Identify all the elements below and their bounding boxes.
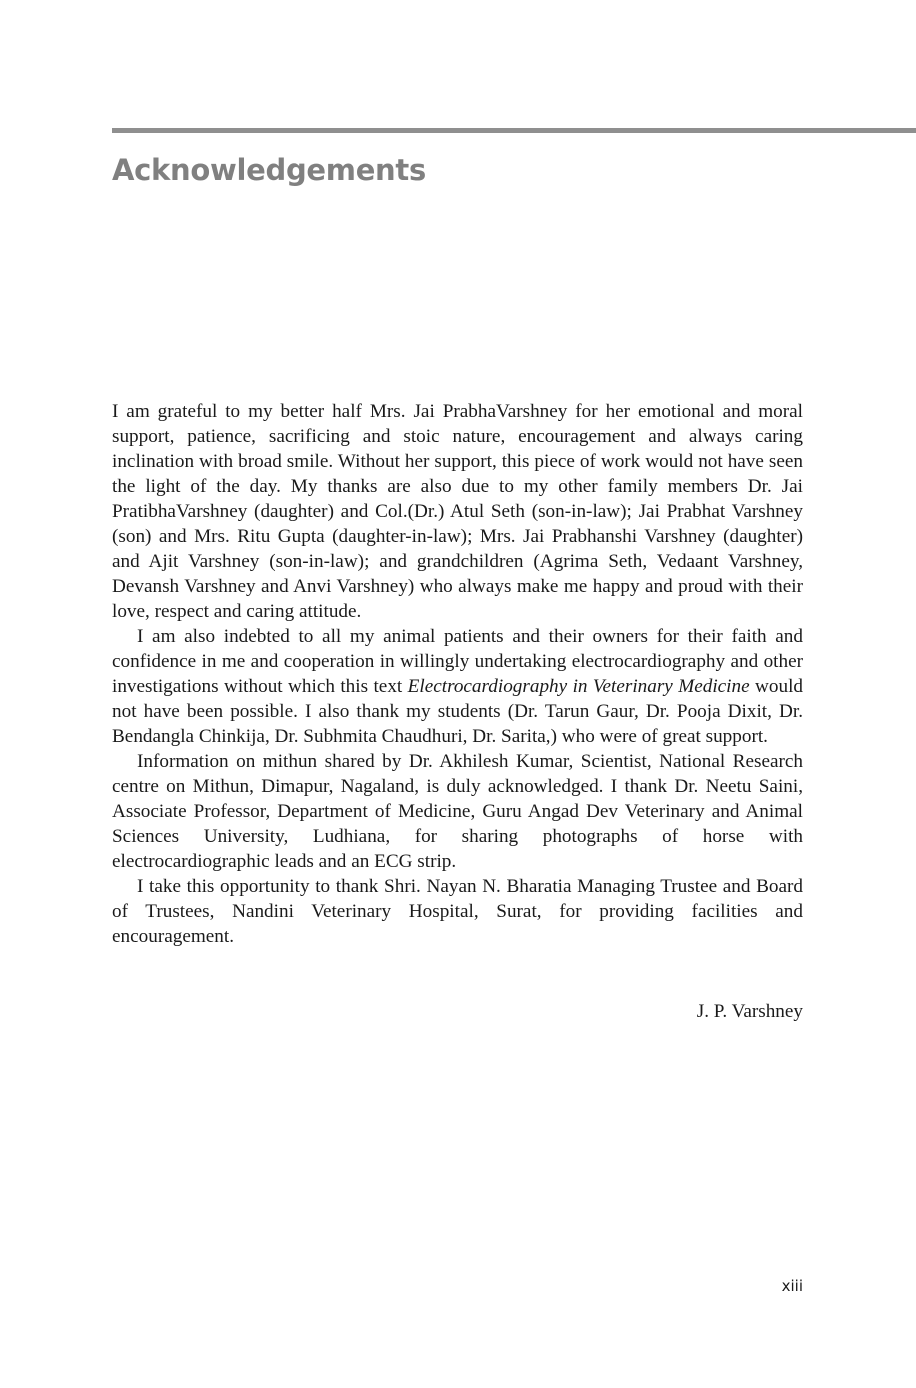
book-title: Electrocardiography in Veterinary Medicine <box>407 676 750 697</box>
page-number: xiii <box>781 1277 803 1295</box>
paragraph-family: I am grateful to my better half Mrs. Jai PrabhaVarshney for her emotional and moral support, patience, sacrificing and stoic nature, encouragement and always caring inclination with broad smile. Without her support, this piece of work would not have seen the light of the day. My thanks are also due to my other family members Dr. Jai PratibhaVarshney (daughter) and Col.(Dr.) Atul Seth (son-in-law); Jai Prabhat Varshney (son) and Mrs. Ritu Gupta (daughter-in-law); Mrs. Jai Prabhanshi Varshney (daughter) and Ajit Varshney (son-in-law); and grandchildren (Agrima Seth, Vedaant Varshney, Devansh Varshney and Anvi Varshney) who always make me happy and proud with their love, respect and caring attitude. <box>112 401 803 622</box>
chapter-header-rule <box>112 128 916 133</box>
chapter-title: Acknowledgements <box>112 153 426 187</box>
acknowledgements-body <box>112 399 803 949</box>
paragraph-mithun: Information on mithun shared by Dr. Akhilesh Kumar, Scientist, National Research centre on Mithun, Dimapur, Nagaland, is duly acknowledged. I thank Dr. Neetu Saini, Associate Professor, Department of Medicine, Guru Angad Dev Veterinary and Animal Sciences University, Ludhiana, for sharing photographs of horse with electrocardiographic leads and an ECG strip. <box>112 751 803 872</box>
paragraph-patients-text-end: would not have been possible. I also thank my students (Dr. Tarun Gaur, Dr. Pooja Dixit, Dr. Bendangla Chinkija, Dr. Subhmita Chaudhuri, Dr. Sarita,) who were of great support. <box>112 676 804 747</box>
paragraph-patients-text-start: I am also indebted to all my animal patients and their owners for their faith and confidence in me and cooperation in willingly undertaking electrocardiography and other investigations without which this text <box>112 626 803 697</box>
paragraph-patients <box>112 624 803 749</box>
paragraph-trustees: I take this opportunity to thank Shri. Nayan N. Bharatia Managing Trustee and Board of Trustees, Nandini Veterinary Hospital, Surat, for providing facilities and encouragement. <box>112 876 803 947</box>
author-signature: J. P. Varshney <box>696 1001 803 1022</box>
